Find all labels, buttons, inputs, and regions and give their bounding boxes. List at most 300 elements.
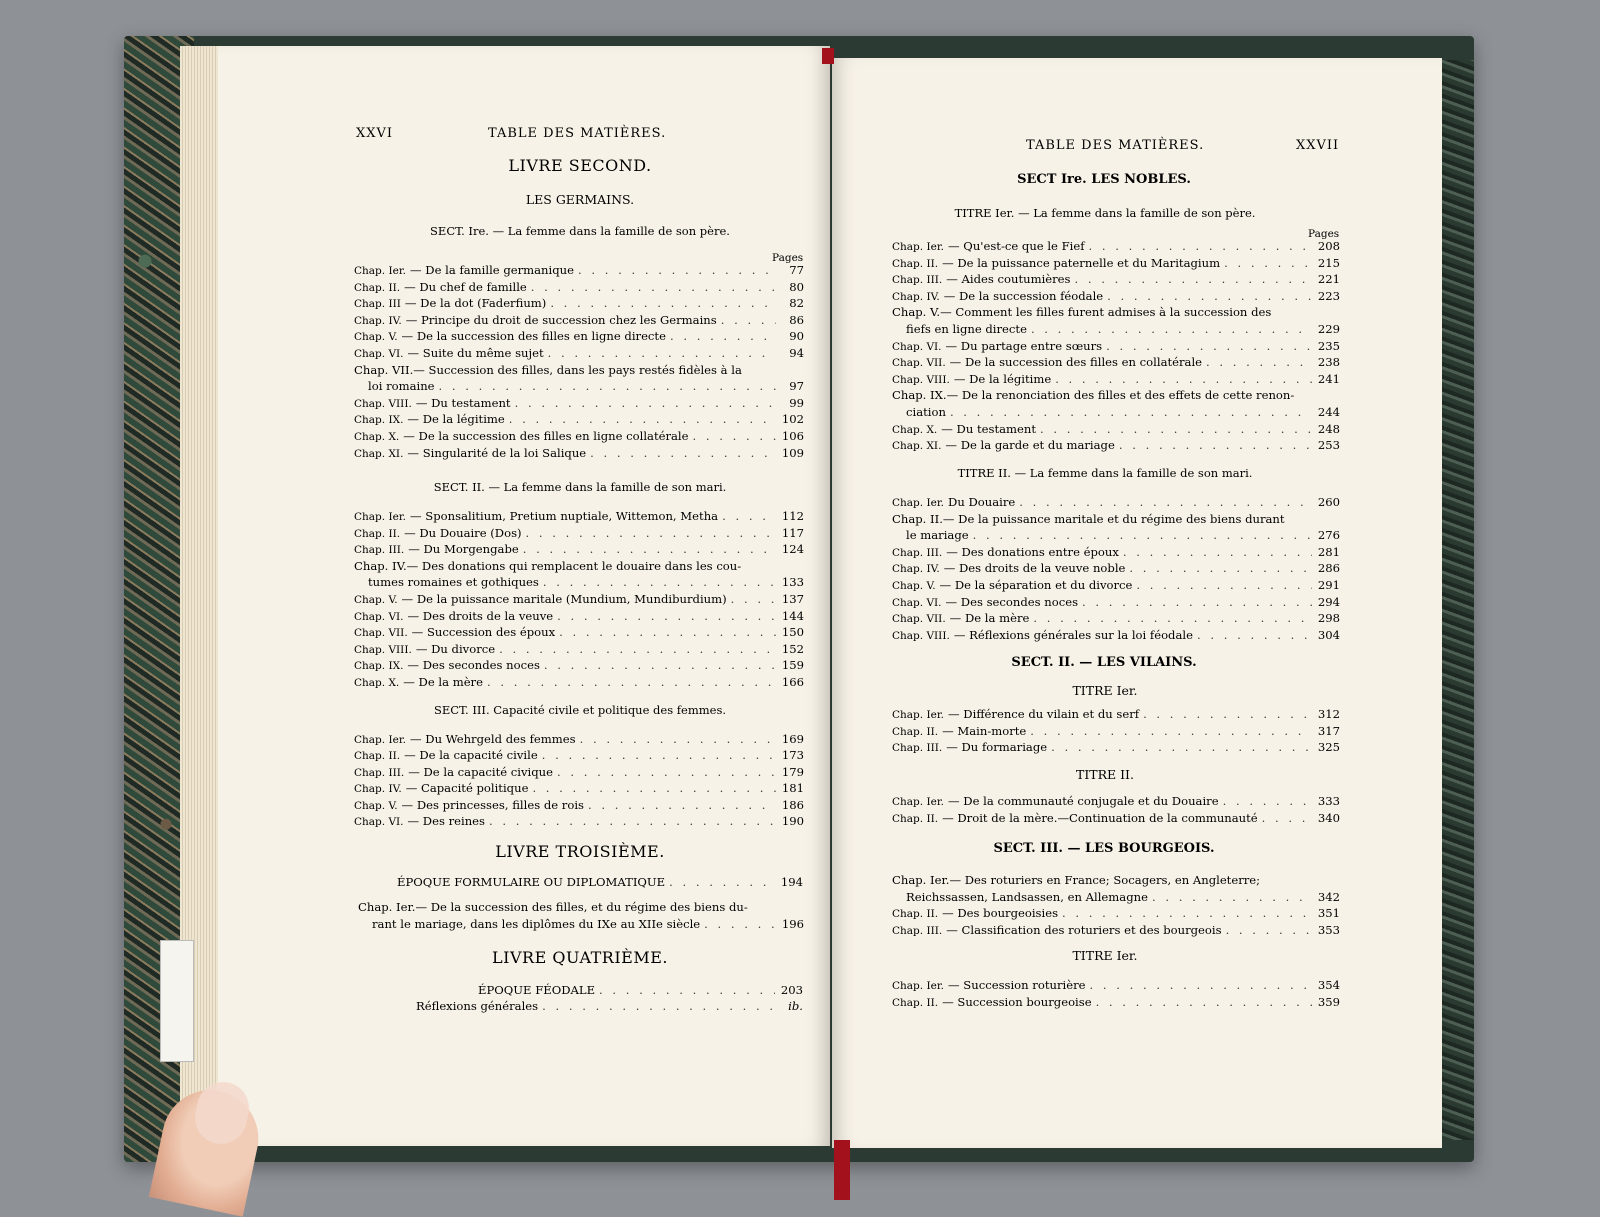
left-page-number: XXVI bbox=[356, 126, 394, 141]
toc-entry bbox=[354, 797, 804, 814]
toc-entry bbox=[892, 511, 1340, 527]
ribbon-top bbox=[822, 48, 834, 64]
entry-title: — De la puissance maritale (Mundium, Mundiburdium) bbox=[401, 592, 727, 606]
chapter-label: Chap. Ier. bbox=[892, 709, 945, 721]
leader-dots bbox=[439, 378, 776, 394]
page-number: 169 bbox=[781, 732, 804, 746]
left-running-title: TABLE DES MATIÈRES. bbox=[488, 126, 667, 141]
leader-dots bbox=[489, 813, 776, 829]
toc-entry bbox=[368, 574, 804, 590]
page-number: 80 bbox=[789, 279, 804, 294]
entry-title: — Du testament bbox=[941, 421, 1037, 436]
toc-entry bbox=[892, 577, 1340, 594]
entry-title: — Des secondes noces bbox=[945, 594, 1079, 609]
toc-entry bbox=[354, 813, 804, 830]
leader-dots bbox=[523, 541, 776, 557]
entry-title: — Des roturiers en France; Socagers, en Angleterre; bbox=[949, 873, 1261, 887]
entry-title: — Réflexions générales sur la loi féodale bbox=[953, 627, 1193, 642]
entry-title: — Sponsalitium, Pretium nuptiale, Wittemon, Metha bbox=[410, 509, 719, 523]
entry-title: — De la puissance paternelle et du Maritagium bbox=[942, 255, 1221, 270]
chapter-label: Chap. IX. bbox=[892, 388, 947, 403]
chapter-label: Chap. V. bbox=[892, 580, 936, 592]
entry-title: — De la capacité civile bbox=[404, 748, 538, 763]
chapter-label: Chap. IX. bbox=[354, 660, 404, 673]
page-number: 97 bbox=[789, 379, 804, 394]
leader-dots bbox=[1129, 560, 1312, 576]
toc-entry bbox=[892, 494, 1340, 511]
chapter-label: Chap. XI. bbox=[892, 440, 942, 453]
chapter-label: Chap. IV. bbox=[354, 558, 407, 573]
leader-dots bbox=[1089, 977, 1312, 993]
entry-title: — Des secondes noces bbox=[407, 658, 540, 673]
entry-title: — De la puissance maritale et du régime des biens durant bbox=[942, 511, 1285, 526]
toc-entry bbox=[372, 916, 804, 932]
toc-entry bbox=[892, 271, 1340, 288]
leader-dots bbox=[1107, 288, 1312, 304]
spine-label bbox=[160, 940, 194, 1062]
page-number: 117 bbox=[781, 525, 804, 540]
chapter-label: Chap. Ier. bbox=[892, 873, 950, 887]
toc-entry bbox=[892, 872, 1340, 888]
livre-second-heading: LIVRE SECOND. bbox=[508, 156, 652, 175]
leader-dots bbox=[1143, 706, 1312, 722]
page-number: 173 bbox=[781, 748, 804, 763]
toc-entry bbox=[892, 304, 1340, 320]
toc-entry bbox=[892, 739, 1340, 756]
page-number: 317 bbox=[1317, 723, 1340, 738]
page-number: 304 bbox=[1317, 627, 1340, 642]
ribbon-bookmark bbox=[834, 1140, 850, 1200]
leader-dots bbox=[1051, 739, 1312, 755]
entry-title: — De la mère bbox=[949, 611, 1030, 626]
leader-dots bbox=[1226, 922, 1312, 938]
chapter-label: Chap. IV. bbox=[892, 290, 940, 303]
entry-title: — Des princesses, filles de rois bbox=[401, 797, 584, 812]
toc-entry bbox=[354, 747, 804, 764]
page-number: 244 bbox=[1317, 405, 1340, 419]
toc-entry bbox=[354, 541, 804, 558]
page-number: 286 bbox=[1317, 561, 1340, 576]
entry-title: — De la mère bbox=[403, 675, 483, 689]
page-number: 276 bbox=[1317, 528, 1340, 543]
page-number: 90 bbox=[789, 329, 804, 344]
chapter-label: Chap. VI. bbox=[892, 340, 942, 353]
right-sect3-heading: SECT. III. — LES BOURGEOIS. bbox=[993, 841, 1215, 856]
toc-entry bbox=[892, 288, 1340, 305]
page-number: 181 bbox=[781, 781, 804, 796]
leader-dots bbox=[1224, 255, 1312, 271]
entry-title: — De la dot (Faderfium) bbox=[404, 296, 547, 311]
toc-entry bbox=[354, 780, 804, 797]
leader-dots bbox=[557, 764, 776, 780]
toc-entry bbox=[892, 338, 1340, 355]
toc-entry bbox=[892, 905, 1340, 922]
page-number: 342 bbox=[1317, 889, 1340, 904]
entry-title: — Succession des époux bbox=[411, 625, 556, 640]
toc-entry bbox=[906, 889, 1340, 905]
leader-dots bbox=[542, 998, 775, 1014]
entry-title: — De la légitime bbox=[953, 371, 1052, 386]
toc-entry bbox=[354, 508, 804, 525]
chapter-label: Chap. III. bbox=[354, 544, 405, 557]
chapter-label: Chap. V. bbox=[354, 594, 398, 606]
leader-dots bbox=[722, 508, 776, 524]
entry-title: — Classification des roturiers et des bourgeois bbox=[946, 922, 1222, 937]
chapter-label: Chap. II. bbox=[354, 527, 401, 540]
toc-entry bbox=[906, 527, 1340, 543]
entry-title: — De la succession des filles, et du régime des biens du- bbox=[415, 900, 748, 914]
left-sect1-heading: SECT. Ire. — La femme dans la famille de son père. bbox=[430, 224, 730, 238]
chapter-label: Chap. IV. bbox=[892, 563, 940, 576]
chapter-label: Chap. II. bbox=[892, 725, 939, 738]
leader-dots bbox=[1030, 723, 1312, 739]
chapter-label: Chap. VII. bbox=[354, 627, 408, 640]
entry-title: — Succession des filles, dans les pays restés fidèles à la bbox=[413, 362, 742, 377]
page-number: 196 bbox=[781, 917, 804, 931]
toc-entry bbox=[892, 255, 1340, 272]
chapter-label: Chap. II. bbox=[892, 257, 939, 270]
page-number: 166 bbox=[781, 675, 804, 689]
entry-title: Du Douaire bbox=[948, 495, 1016, 509]
entry-title: — De la succession des filles en collatérale bbox=[949, 355, 1203, 370]
page-number: 248 bbox=[1317, 421, 1340, 436]
page-number: 238 bbox=[1317, 355, 1340, 370]
entry-title: — Du Morgengabe bbox=[408, 542, 519, 557]
entry-title: — Suite du même sujet bbox=[407, 346, 544, 360]
entry-title: ciation bbox=[906, 405, 946, 419]
leader-dots bbox=[1123, 544, 1312, 560]
leader-dots bbox=[670, 328, 776, 344]
leader-dots bbox=[531, 279, 776, 295]
leader-dots bbox=[543, 574, 776, 590]
toc-entry bbox=[354, 445, 804, 462]
epoque-feodale-page: 203 bbox=[780, 983, 803, 997]
entry-title: — Des droits de la veuve noble bbox=[943, 561, 1126, 576]
leader-dots bbox=[1062, 905, 1312, 921]
right-sect2-heading: SECT. II. — LES VILAINS. bbox=[1011, 655, 1197, 670]
entry-title: — Droit de la mère.—Continuation de la communauté bbox=[942, 810, 1258, 825]
chapter-label: Chap. II. bbox=[892, 812, 939, 825]
page-number: 179 bbox=[781, 764, 804, 779]
entry-title: — Du divorce bbox=[415, 641, 496, 656]
chapter-label: Chap. VI. bbox=[354, 816, 404, 828]
chapter-label: Chap. III. bbox=[892, 546, 943, 559]
toc-entry bbox=[892, 793, 1340, 810]
epoque-formulaire-entry bbox=[397, 874, 803, 890]
entry-title: — De la renonciation des filles et des effets de cette renon- bbox=[946, 388, 1295, 403]
page-number: 291 bbox=[1317, 578, 1340, 592]
entry-title: — De la séparation et du divorce bbox=[939, 578, 1133, 592]
leader-dots bbox=[1262, 810, 1312, 826]
entry-title: loi romaine bbox=[368, 379, 435, 394]
entry-title: — Singularité de la loi Salique bbox=[407, 445, 587, 460]
bourgeois-titre1-heading: TITRE Ier. bbox=[1072, 948, 1138, 963]
leader-dots bbox=[1082, 594, 1312, 610]
entry-title: — Succession bourgeoise bbox=[942, 994, 1092, 1009]
toc-entry bbox=[892, 977, 1340, 994]
chapter-label: Chap. V. bbox=[892, 305, 941, 320]
page-number: 351 bbox=[1317, 906, 1340, 921]
entry-title: — De la garde et du mariage bbox=[945, 438, 1115, 453]
toc-entry bbox=[354, 641, 804, 658]
toc-entry bbox=[354, 657, 804, 674]
toc-entry bbox=[892, 594, 1340, 611]
entry-title: — Des donations qui remplacent le douaire dans les cou- bbox=[406, 558, 742, 573]
toc-entry bbox=[368, 378, 804, 394]
page-number: 144 bbox=[781, 608, 804, 623]
chapter-label: Chap. Ier. bbox=[892, 241, 945, 253]
page-number: 152 bbox=[781, 641, 804, 656]
entry-title: — Main-morte bbox=[942, 723, 1027, 738]
toc-entry bbox=[354, 411, 804, 428]
vilains-titre1-heading: TITRE Ier. bbox=[1072, 683, 1138, 698]
leader-dots bbox=[515, 395, 776, 411]
leader-dots bbox=[1031, 321, 1312, 337]
entry-title: — Du testament bbox=[415, 395, 511, 410]
toc-entry bbox=[892, 560, 1340, 577]
page-number: 354 bbox=[1317, 978, 1340, 992]
page-number: 260 bbox=[1317, 495, 1340, 509]
leader-dots bbox=[1206, 354, 1312, 370]
toc-entry bbox=[354, 328, 804, 345]
entry-title: — Aides coutumières bbox=[946, 272, 1071, 287]
left-sect3-heading: SECT. III. Capacité civile et politique des femmes. bbox=[433, 703, 727, 717]
leader-dots bbox=[704, 916, 776, 932]
chapter-label: Chap. VIII. bbox=[892, 373, 950, 386]
chapter-label: Chap. X. bbox=[892, 423, 938, 436]
leader-dots bbox=[509, 411, 776, 427]
chapter-label: Chap. V. bbox=[354, 331, 398, 344]
chapter-label: Chap. VI. bbox=[354, 610, 404, 623]
leader-dots bbox=[1089, 238, 1313, 254]
entry-title: — De la succession des filles en ligne directe bbox=[401, 329, 666, 344]
leader-dots bbox=[1040, 421, 1312, 437]
entry-title: — Principe du droit de succession chez les Germains bbox=[405, 312, 717, 327]
entry-title: le mariage bbox=[906, 528, 969, 543]
page-number: 186 bbox=[781, 797, 804, 812]
entry-title: fiefs en ligne directe bbox=[906, 322, 1027, 336]
right-board bbox=[1440, 60, 1474, 1140]
toc-entry bbox=[354, 312, 804, 329]
page-number: 190 bbox=[781, 814, 804, 828]
toc-entry bbox=[354, 362, 804, 378]
epoque-formulaire-text: ÉPOQUE FORMULAIRE OU DIPLOMATIQUE bbox=[397, 875, 666, 889]
leader-dots bbox=[692, 428, 776, 444]
entry-title: — Du chef de famille bbox=[404, 279, 527, 294]
leader-dots bbox=[578, 262, 776, 278]
toc-entry bbox=[906, 404, 1340, 420]
chapter-label: Chap. VIII. bbox=[354, 397, 412, 410]
toc-entry bbox=[354, 345, 804, 362]
leader-dots bbox=[731, 591, 776, 607]
chapter-label: Chap. III. bbox=[354, 766, 405, 779]
leader-dots bbox=[590, 445, 776, 461]
chapter-label: Chap. VI. bbox=[892, 596, 942, 609]
toc-entry bbox=[354, 279, 804, 296]
leader-dots bbox=[499, 641, 776, 657]
leader-dots bbox=[1019, 494, 1312, 510]
page-number: 241 bbox=[1317, 371, 1340, 386]
leader-dots bbox=[526, 525, 776, 541]
chapter-label: Chap. VII. bbox=[892, 357, 946, 370]
leader-dots bbox=[557, 608, 776, 624]
entry-title: rant le mariage, dans les diplômes du IXe au XIIe siècle bbox=[372, 917, 701, 931]
right-running-title: TABLE DES MATIÈRES. bbox=[1026, 138, 1205, 153]
chapter-label: Chap. II. bbox=[354, 281, 401, 294]
left-pages-label: Pages bbox=[772, 252, 804, 264]
chapter-label: Chap. III. bbox=[892, 742, 943, 755]
chapter-label: Chap. III. bbox=[892, 274, 943, 287]
right-sect1-heading: SECT Ire. LES NOBLES. bbox=[1017, 172, 1191, 187]
entry-title: — Du Wehrgeld des femmes bbox=[410, 732, 576, 746]
entry-title: — Du partage entre sœurs bbox=[945, 338, 1103, 353]
chapter-label: Chap. VIII. bbox=[354, 643, 412, 656]
reflexions-entry bbox=[416, 998, 803, 1014]
epoque-formulaire-page: 194 bbox=[780, 875, 803, 889]
page-number: 94 bbox=[789, 346, 804, 360]
entry-title: tumes romaines et gothiques bbox=[368, 575, 539, 590]
leader-dots bbox=[1223, 793, 1312, 809]
chapter-label: Chap. II. bbox=[892, 908, 939, 921]
chapter-label: Chap. Ier. bbox=[358, 900, 416, 914]
entry-title: — Du formariage bbox=[946, 740, 1048, 755]
toc-entry bbox=[354, 558, 804, 574]
toc-entry bbox=[354, 525, 804, 542]
toc-entry bbox=[354, 624, 804, 641]
entry-title: — De la capacité civique bbox=[408, 764, 554, 779]
page-number: 359 bbox=[1317, 994, 1340, 1009]
reflexions-text: Réflexions générales bbox=[416, 999, 539, 1013]
toc-entry bbox=[358, 899, 804, 915]
epoque-feodale-text: ÉPOQUE FÉODALE bbox=[478, 983, 596, 997]
page-number: 102 bbox=[781, 412, 804, 427]
chapter-label: Chap. IV. bbox=[354, 783, 402, 796]
toc-entry bbox=[892, 238, 1340, 255]
page-number: 253 bbox=[1317, 438, 1340, 453]
entry-title: — Des bourgeoisies bbox=[942, 906, 1059, 921]
chapter-label: Chap. VIII. bbox=[892, 629, 950, 642]
entry-title: Reichssassen, Landsassen, en Allemagne bbox=[906, 889, 1148, 904]
livre-troisieme-heading: LIVRE TROISIÈME. bbox=[495, 842, 665, 861]
page-number: 77 bbox=[789, 263, 804, 277]
leader-dots bbox=[1197, 627, 1312, 643]
page-number: 99 bbox=[789, 395, 804, 410]
chapter-label: Chap. II. bbox=[354, 750, 401, 763]
page-number: 124 bbox=[781, 542, 804, 557]
toc-entry bbox=[892, 421, 1340, 438]
chapter-label: Chap. Ier. bbox=[354, 265, 407, 277]
chapter-label: Chap. VI. bbox=[354, 348, 404, 360]
toc-entry bbox=[892, 922, 1340, 939]
entry-title: — De la succession féodale bbox=[943, 288, 1104, 303]
page-number: 353 bbox=[1317, 922, 1340, 937]
leader-dots bbox=[1055, 371, 1312, 387]
toc-entry bbox=[354, 295, 804, 312]
page-number: 312 bbox=[1317, 707, 1340, 721]
page-number: 223 bbox=[1317, 288, 1340, 303]
left-sect2-heading: SECT. II. — La femme dans la famille de son mari. bbox=[433, 480, 727, 494]
entry-title: — Qu'est-ce que le Fief bbox=[948, 239, 1085, 253]
chapter-label: Chap. V. bbox=[354, 799, 398, 812]
toc-entry bbox=[354, 428, 804, 445]
toc-entry bbox=[892, 994, 1340, 1011]
chapter-label: Chap. Ier. bbox=[892, 980, 945, 992]
toc-entry bbox=[354, 731, 804, 748]
leader-dots bbox=[548, 345, 776, 361]
chapter-label: Chap. Ier. bbox=[892, 497, 945, 509]
chapter-label: Chap. VII. bbox=[892, 613, 946, 626]
page-number: 340 bbox=[1317, 810, 1340, 825]
leader-dots bbox=[1152, 889, 1312, 905]
chapter-label: Chap. Ier. bbox=[354, 511, 407, 523]
leader-dots bbox=[1106, 338, 1312, 354]
chapter-label: Chap. II. bbox=[892, 996, 939, 1009]
toc-entry bbox=[892, 723, 1340, 740]
leader-dots bbox=[721, 312, 776, 328]
leader-dots bbox=[1096, 994, 1312, 1010]
page-number: 229 bbox=[1317, 322, 1340, 336]
entry-title: — Succession roturière bbox=[948, 978, 1086, 992]
leader-dots bbox=[973, 527, 1312, 543]
chapter-label: Chap. XI. bbox=[354, 447, 404, 460]
chapter-label: Chap. X. bbox=[354, 677, 400, 689]
chapter-label: Chap. Ier. bbox=[354, 734, 407, 746]
titre2-heading: TITRE II. — La femme dans la famille de son mari. bbox=[957, 466, 1253, 480]
entry-title: — Des donations entre époux bbox=[946, 544, 1119, 559]
livre-quatrieme-heading: LIVRE QUATRIÈME. bbox=[492, 948, 668, 967]
chapter-label: Chap. IX. bbox=[354, 414, 404, 427]
leader-dots bbox=[532, 780, 776, 796]
toc-entry bbox=[354, 608, 804, 625]
right-page-number: XXVII bbox=[1296, 138, 1340, 153]
toc-entry bbox=[892, 610, 1340, 627]
toc-entry bbox=[354, 591, 804, 608]
leader-dots bbox=[588, 797, 776, 813]
page-number: 298 bbox=[1317, 611, 1340, 626]
toc-entry bbox=[892, 437, 1340, 454]
entry-title: — Du Douaire (Dos) bbox=[404, 525, 522, 540]
leader-dots bbox=[1119, 437, 1312, 453]
page-number: 150 bbox=[781, 625, 804, 640]
leader-dots bbox=[1033, 610, 1312, 626]
page-number: 294 bbox=[1317, 594, 1340, 609]
entry-title: — Des reines bbox=[407, 814, 485, 828]
entry-title: — De la succession des filles en ligne collatérale bbox=[403, 429, 689, 443]
entry-title: — Comment les filles furent admises à la succession des bbox=[940, 305, 1272, 320]
right-pages-label: Pages bbox=[1308, 228, 1340, 240]
page-number: 109 bbox=[781, 445, 804, 460]
leader-dots bbox=[669, 874, 775, 890]
page-number: 208 bbox=[1317, 239, 1340, 253]
entry-title: — De la communauté conjugale et du Douaire bbox=[948, 794, 1219, 808]
page-number: 281 bbox=[1317, 544, 1340, 559]
entry-title: — De la famille germanique bbox=[410, 263, 574, 277]
page-number: 221 bbox=[1317, 272, 1340, 287]
page-number: 159 bbox=[781, 658, 804, 673]
chapter-label: Chap. VII. bbox=[354, 362, 414, 377]
entry-title: — De la légitime bbox=[407, 412, 505, 427]
leader-dots bbox=[544, 657, 776, 673]
leader-dots bbox=[599, 982, 775, 998]
leader-dots bbox=[542, 747, 776, 763]
chapter-label: Chap. X. bbox=[354, 431, 400, 443]
vilains-titre2-heading: TITRE II. bbox=[1076, 767, 1134, 782]
toc-entry bbox=[906, 321, 1340, 337]
leader-dots bbox=[1075, 271, 1313, 287]
leader-dots bbox=[580, 731, 776, 747]
les-germains-heading: LES GERMAINS. bbox=[525, 192, 635, 207]
entry-title: — Des droits de la veuve bbox=[407, 608, 554, 623]
